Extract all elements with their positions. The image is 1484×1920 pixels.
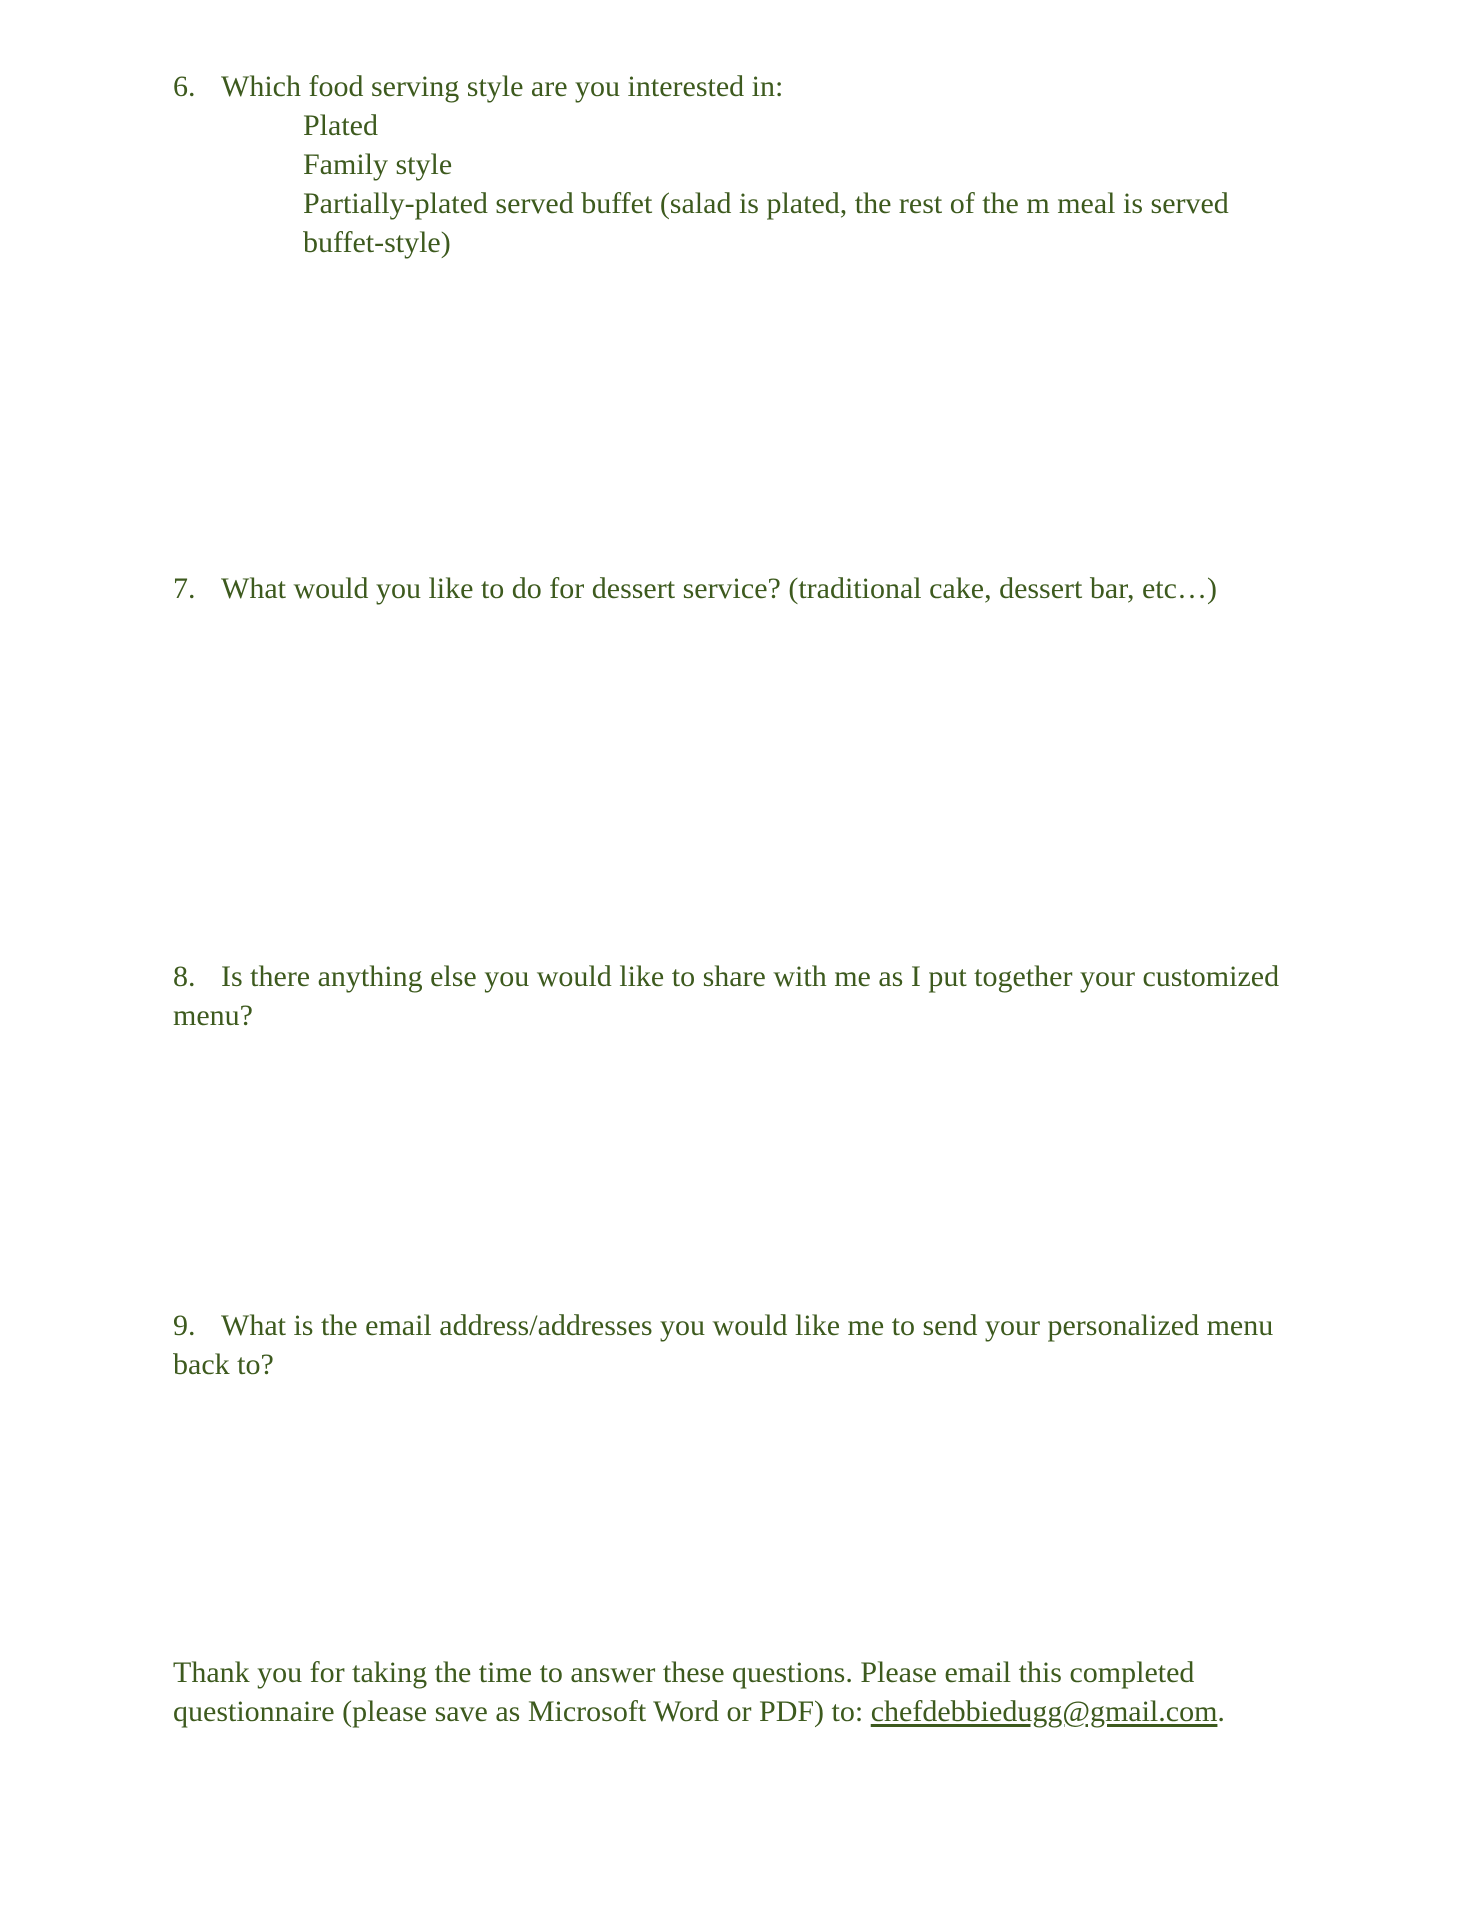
question-7 [173, 569, 1313, 608]
option-partially-plated-buffet: Partially-plated served buffet (salad is plated, the rest of the m meal is served buffet-style) [303, 187, 1229, 259]
question-text: What is the email address/addresses you would like me to send your personalized menu back to? [173, 1309, 1274, 1381]
closing-period: . [1217, 1695, 1225, 1728]
question-text: What would you like to do for dessert service? (traditional cake, dessert bar, etc…) [221, 572, 1217, 605]
serving-style-options [303, 106, 1313, 262]
email-link[interactable]: chefdebbiedugg@gmail.com [870, 1695, 1218, 1728]
question-text: Which food serving style are you interested in: [221, 70, 784, 103]
question-text: Is there anything else you would like to share with me as I put together your customized menu? [173, 960, 1280, 1032]
question-number: 8. [173, 960, 196, 993]
closing-note [173, 1653, 1313, 1731]
option-plated: Plated [303, 109, 378, 142]
closing-text: Thank you for taking the time to answer these questions. Please email this completed questionnaire (please save as Microsoft Word or PDF) to: [173, 1656, 1195, 1728]
question-6 [173, 67, 1313, 106]
question-8 [173, 957, 1313, 1035]
option-family-style: Family style [303, 148, 453, 181]
question-number: 9. [173, 1309, 196, 1342]
question-number: 7. [173, 572, 196, 605]
question-number: 6. [173, 70, 196, 103]
question-9 [173, 1306, 1313, 1384]
